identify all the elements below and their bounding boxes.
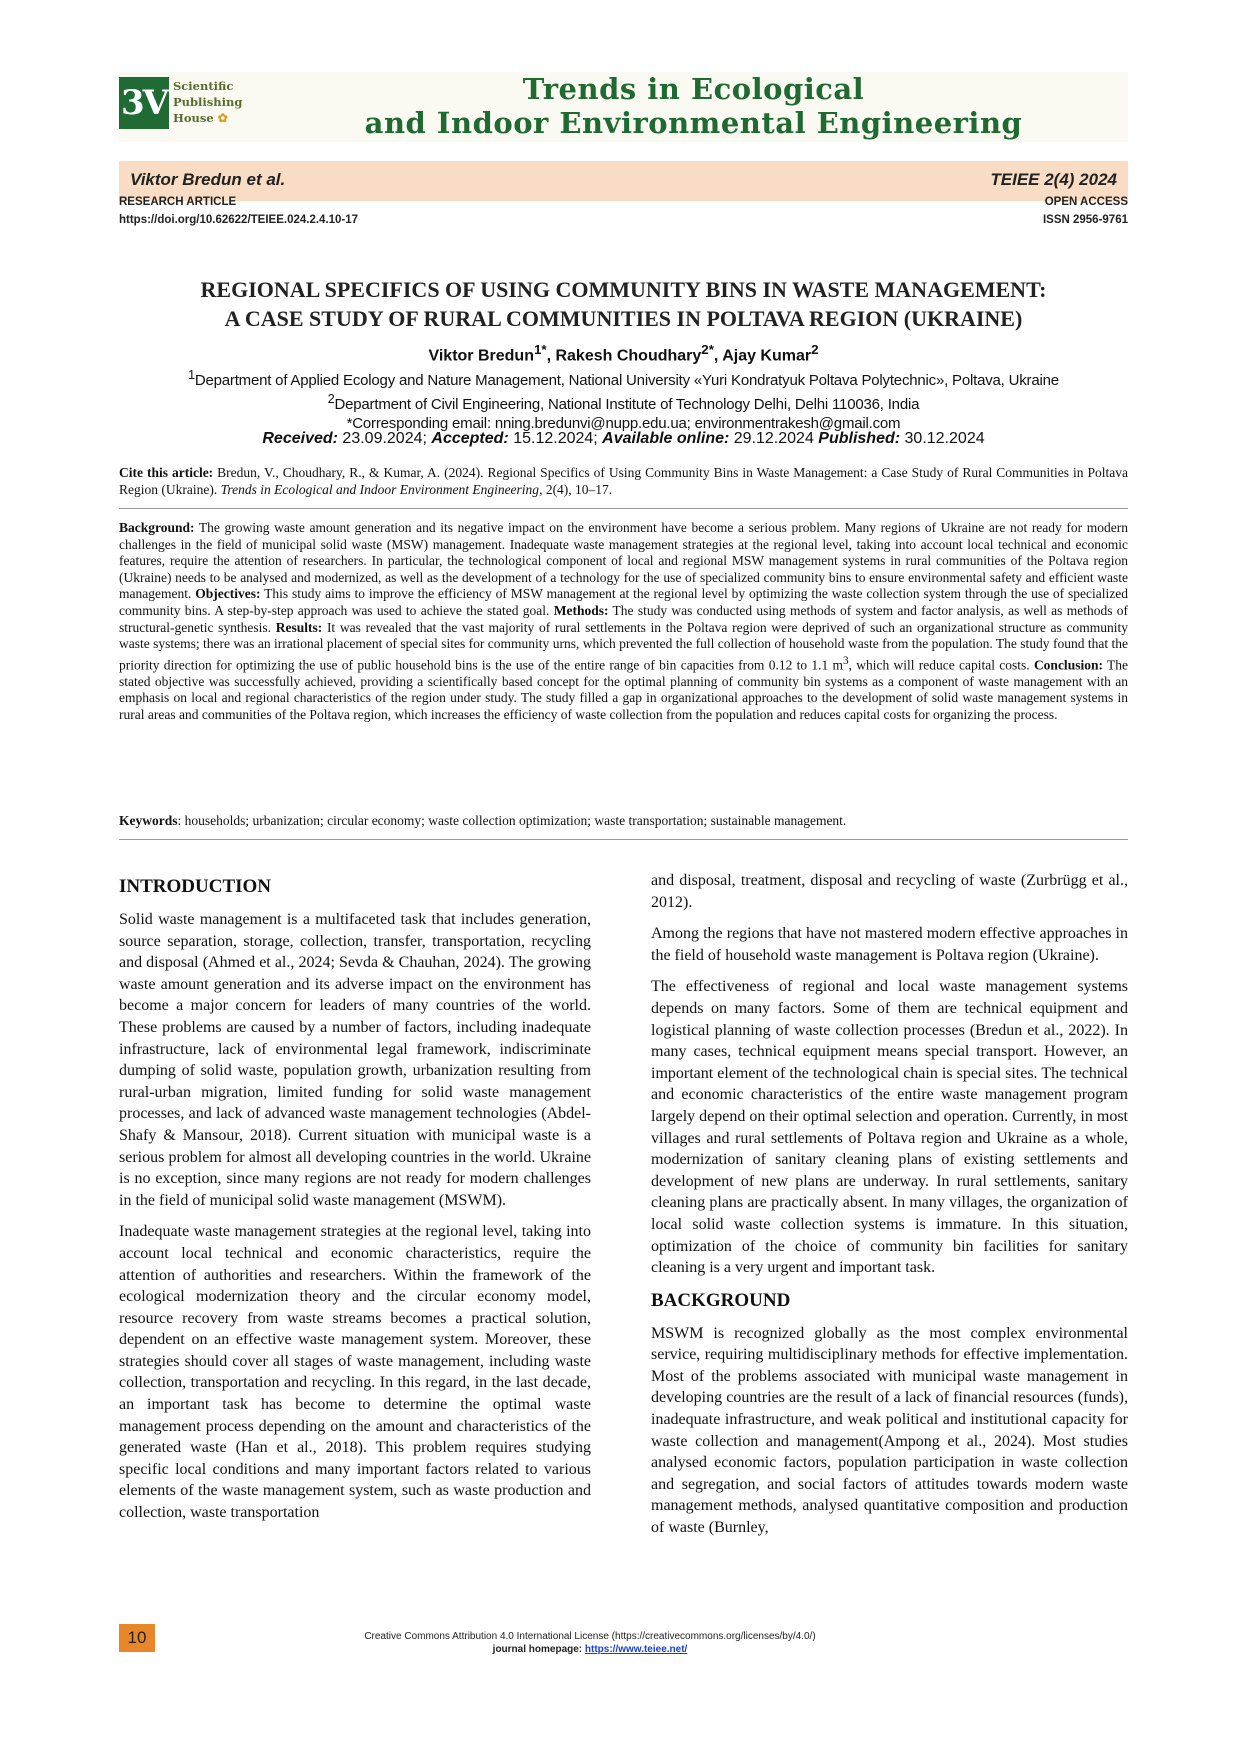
published-date: 30.12.2024 — [904, 430, 985, 447]
accepted-label: Accepted: — [431, 430, 509, 447]
background-text: The growing waste amount generation and its negative impact on the environment have become a serious problem. Many regions of Ukraine are not ready for modern challenges in the field of municipal solid waste (MSW) management. Inadequate waste management strategies at the regional level, taking into account local technical and economic features, require the attention of researchers. In particular, the technological component of local and regional MSW management systems in rural communities of the Poltava region (Ukraine) needs to be analysed and modernized, as well as the development of a technology for the use of specialized community bins to ensure environmental safety and efficient waste management. — [119, 520, 1128, 602]
right-column — [651, 870, 1128, 1549]
homepage-link[interactable]: https://www.teiee.net/ — [584, 1644, 688, 1655]
logo-line: Scientific — [173, 79, 234, 93]
issue-label: TEIEE 2(4) 2024 — [990, 170, 1117, 189]
logo-mark: 3V — [119, 77, 169, 129]
running-author: Viktor Bredun et al. — [130, 170, 286, 189]
article-title — [119, 275, 1128, 333]
methods-text: The study was conducted using methods of system and factor analysis, as well as methods of structural-genetic synthesis. — [119, 602, 1128, 635]
paragraph: Among the regions that have not mastered modern effective approaches in the field of household waste management is Poltava region (Ukraine). — [651, 925, 1128, 964]
keywords-text: : households; urbanization; circular economy; waste collection optimization; waste transportation; sustainable management. — [177, 813, 847, 828]
section-heading: INTRODUCTION — [119, 876, 272, 897]
corresponding-email[interactable]: *Corresponding email: nning.bredunvi@nupp.edu.ua; environmentrakesh@gmail.com — [346, 415, 901, 433]
publisher-logo — [119, 77, 259, 133]
flower-icon: ✿ — [217, 111, 228, 125]
cite-volume: , 2(4), 10–17. — [539, 482, 613, 497]
cite-journal: Trends in Ecological and Indoor Environment Engineering — [220, 482, 540, 497]
received-label: Received: — [262, 430, 338, 447]
online-date: 29.12.2024 — [733, 430, 814, 447]
objectives-label: Objectives: — [195, 586, 261, 602]
issn: ISSN 2956-9761 — [1042, 214, 1128, 226]
paragraph: Inadequate waste management strategies at the regional level, taking into account local technical and economic characteristics, require the attention of authorities and researchers. Within the framework of the ecological modernization theory and the circular economy model, resource recovery from waste streams becomes a practical solution, dependent on an effective waste management system. Moreover, these strategies should cover all stages of waste management, including waste collection, transportation and recycling. In this regard, in the last decade, an important task has become to determine the optimal waste management process depending on the amount and characteristics of the generated waste (Han et al., 2018). This problem requires studying specific local conditions and many important factors related to various elements of the waste management system, such as waste production and collection, waste transportation — [119, 1223, 591, 1522]
divider — [119, 839, 1128, 840]
journal-title-line: and Indoor Environmental Engineering — [364, 106, 1023, 140]
journal-header — [119, 72, 1128, 142]
paragraph: Solid waste management is a multifaceted task that includes generation, source separation, storage, collection, transfer, transportation, recycling and disposal (Ahmed et al., 2024; Sevda & Chauhan, 2024). The growing waste amount generation and its adverse impact on the environment has become a major concern for leaders of many countries of the world. These problems are caused by a number of factors, including inadequate infrastructure, lack of environmental legal framework, indiscriminate dumping of solid waste, population growth, urbanization resulting from rural-urban migration, limited funding for solid waste management processes, and lack of advanced waste management technologies (Abdel-Shafy & Mansour, 2018). Current situation with municipal waste is a serious problem for almost all developing countries in the world. Ukraine is no exception, since many regions are not ready for modern challenges in the field of municipal solid waste management (MSWM). — [119, 911, 591, 1209]
homepage-label: journal homepage: — [492, 1644, 585, 1655]
affiliation-2: $^2$Department of Civil Engineering, National Institute of Technology Delhi, Delhi 110036, India — [327, 392, 920, 414]
author-sup: 2 — [811, 342, 819, 357]
author-name: Ajay Kumar — [722, 347, 812, 365]
citation — [119, 464, 1128, 498]
results-text: It was revealed that the vast majority of rural settlements in the Poltava region were deprived of such an organizational structure as community waste systems; there was an irrational placement of special sites for community urns, which prevented the full collection of household waste from the population. The study found that the priority direction for optimizing the use of public household bins is the use of the entire range of bin capacities from 0.12 to 1.1 m — [119, 619, 1128, 673]
author-sup: 2* — [701, 342, 714, 357]
cite-label: Cite this article: — [119, 465, 214, 480]
divider — [119, 508, 1128, 509]
authors: Viktor Bredun$^{1*}$, Rakesh Choudhary$^{2*}$, Ajay Kumar$^2$ — [428, 342, 819, 365]
doi-link[interactable]: https://doi.org/10.62622/TEIEE.024.2.4.10-17 — [119, 214, 359, 226]
authors-block — [119, 340, 1128, 433]
title-line: A CASE STUDY OF RURAL COMMUNITIES IN POLTAVA REGION (UKRAINE) — [224, 306, 1023, 331]
keywords-label: Keywords — [119, 813, 178, 828]
author-sup: 1* — [533, 342, 547, 357]
objectives-text: This study aims to improve the efficiency of MSW management at the regional level by optimizing the waste collection system through the use of specialized community bins. A step-by-step approach was used to achieve the stated goal. — [119, 586, 1129, 618]
page-number: 10 — [119, 1624, 155, 1652]
online-label: Available online: — [602, 430, 730, 447]
logo-line: Publishing — [173, 95, 243, 109]
author-name: Viktor Bredun — [428, 347, 534, 365]
accepted-date: 15.12.2024 — [513, 430, 594, 447]
title-line: REGIONAL SPECIFICS OF USING COMMUNITY BINS IN WASTE MANAGEMENT: — [200, 277, 1047, 302]
conclusion-text: The stated objective was successfully achieved, providing a scientifically based concept for the optimal planning of community bin systems as a component of waste management with an emphasis on local and regional characteristics of the region under study. The study filled a gap in organizational approaches to the development of solid waste management systems in rural areas and communities of the Poltava region, which increases the efficiency of waste collection from the population and reduces capital costs for organizing the process. — [119, 657, 1128, 723]
abstract — [119, 520, 1128, 724]
paragraph: and disposal, treatment, disposal and recycling of waste (Zurbrügg et al., 2012). — [651, 872, 1128, 911]
logo-text — [173, 78, 242, 126]
conclusion-label: Conclusion: — [1033, 657, 1103, 673]
author-name: Rakesh Choudhary — [555, 347, 702, 365]
journal-title — [259, 72, 1128, 140]
published-label: Published: — [818, 430, 901, 447]
paragraph: MSWM is recognized globally as the most complex environmental service, requiring multidisciplinary methods for effective implementation. Most of the problems associated with municipal waste management in developing countries are the result of a lack of financial resources (funds), inadequate infrastructure, and weak political and institutional capacity for waste collection and management(Ampong et al., 2024). Most studies analysed economic factors, population participation in waste collection and segregation, and social factors of attitudes towards modern waste management methods, analysed quantitative composition and production of waste (Burnley, — [651, 1324, 1128, 1537]
journal-title-line: Trends in Ecological — [522, 72, 865, 106]
results-label: Results: — [275, 619, 323, 635]
logo-line: House — [173, 111, 214, 125]
footer — [300, 1630, 880, 1656]
left-column — [119, 875, 591, 1534]
open-access: OPEN ACCESS — [1044, 196, 1128, 208]
results-text-end: , which will reduce capital costs. — [848, 657, 1030, 673]
article-type: RESEARCH ARTICLE — [119, 196, 237, 208]
article-dates: Received: 23.09.2024; Accepted: 15.12.2024; Available online: 29.12.2024 Published: 30.12.2024 — [262, 430, 985, 447]
license-text[interactable]: Creative Commons Attribution 4.0 International License (https://creativecommons.org/licenses/by/4.0/) — [364, 1631, 816, 1642]
background-label: Background: — [119, 520, 195, 535]
keywords — [119, 813, 1128, 830]
methods-label: Methods: — [553, 602, 609, 618]
cite-text: Bredun, V., Choudhary, R., & Kumar, A. (2024). Regional Specifics of Using Community Bins in Waste Management: a Case Study of Rural Communities in Poltava Region (Ukraine). — [119, 465, 1129, 497]
received-date: 23.09.2024 — [342, 430, 423, 447]
section-heading: BACKGROUND — [651, 1289, 791, 1311]
paragraph: The effectiveness of regional and local waste management systems depends on many factors. Some of them are technical equipment and logistical planning of waste collection processes (Bredun et al., 2022). In many cases, technical equipment means special transport. However, an important element of the technological chain is special sites. The technical and economic characteristics of the entire waste management program largely depend on their optimal selection and operation. Currently, in most villages and rural settlements of Poltava region and Ukraine as a whole, modernization of sanitary cleaning plans of existing settlements and development of new plans are underway. In rural settlements, sanitary cleaning plans are practically absent. In many villages, the organization of local solid waste collection systems is immature. In this situation, optimization of the choice of community bin facilities for sanitary cleaning is a very urgent and important task. — [651, 978, 1128, 1277]
affiliation-1: $^1$Department of Applied Ecology and Nature Management, National University «Yuri Kondratyuk Poltava Polytechnic», Poltava, Ukraine — [188, 368, 1059, 390]
results-sup: 3 — [843, 654, 849, 667]
info-bar — [119, 161, 1128, 201]
